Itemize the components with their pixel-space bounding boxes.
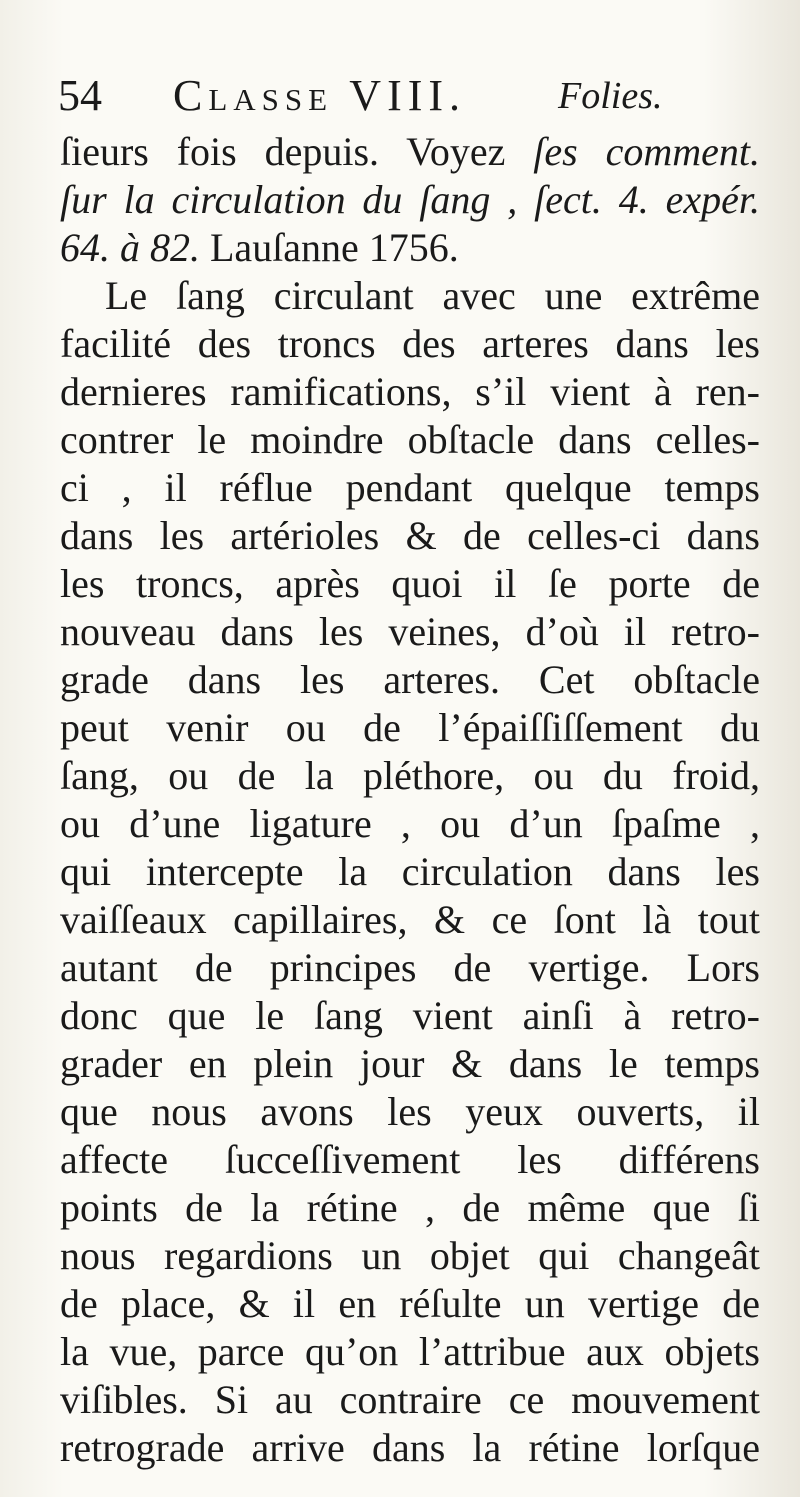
text-line: viſibles. Si au contraire ce mouvement bbox=[60, 1377, 760, 1422]
text-line: points de la rétine , de même que ſi bbox=[60, 1185, 760, 1230]
text-line: nouveau dans les veines, d’où il retro- bbox=[60, 609, 760, 654]
text-line: autant de principes de vertige. Lors bbox=[60, 945, 760, 990]
text-line: nous regardions un objet qui changeât bbox=[60, 1233, 760, 1278]
text-line: qui intercepte la circulation dans les bbox=[60, 849, 760, 894]
page-number: 54 bbox=[58, 71, 102, 120]
text-line: ou d’une ligature , ou d’un ſpaſme , bbox=[60, 801, 760, 846]
text-line: les troncs, après quoi il ſe porte de bbox=[60, 561, 760, 606]
text-line: dernieres ramifications, s’il vient à ren- bbox=[60, 369, 760, 414]
class-label: Classe VIII. bbox=[173, 71, 467, 120]
text-line: grade dans les arteres. Cet obſtacle bbox=[60, 657, 760, 702]
text-line: peut venir ou de l’épaiſſiſſement du bbox=[60, 705, 760, 750]
text-line: la vue, parce qu’on l’attribue aux objets bbox=[60, 1329, 760, 1374]
section-title: Folies. bbox=[558, 75, 663, 117]
text-line: que nous avons les yeux ouverts, il bbox=[60, 1089, 760, 1134]
text-line: donc que le ſang vient ainſi à retro- bbox=[60, 993, 760, 1038]
text-line: Le ſang circulant avec une extrême bbox=[105, 273, 760, 318]
text-line: grader en plein jour & dans le temps bbox=[60, 1041, 760, 1086]
text-line: ſieurs fois depuis. Voyez ſes comment. bbox=[60, 129, 760, 174]
text-line: 64. à 82. Lauſanne 1756. bbox=[60, 225, 459, 270]
text-line: facilité des troncs des arteres dans les bbox=[60, 321, 760, 366]
body-text bbox=[60, 128, 760, 1472]
text-line: de place, & il en réſulte un vertige de bbox=[60, 1281, 760, 1326]
text-line: ſur la circulation du ſang , ſect. 4. expér. bbox=[60, 177, 760, 222]
text-line: vaiſſeaux capillaires, & ce ſont là tout bbox=[60, 897, 760, 942]
text-line: affecte ſucceſſivement les différens bbox=[60, 1137, 760, 1182]
text-line: contrer le moindre obſtacle dans celles- bbox=[60, 417, 760, 462]
text-line: retrograde arrive dans la rétine lorſque bbox=[60, 1425, 760, 1470]
text-line: dans les artérioles & de celles-ci dans bbox=[60, 513, 760, 558]
running-header bbox=[58, 66, 738, 126]
text-line: ci , il réflue pendant quelque temps bbox=[60, 465, 760, 510]
text-line: ſang, ou de la pléthore, ou du froid, bbox=[60, 753, 760, 798]
